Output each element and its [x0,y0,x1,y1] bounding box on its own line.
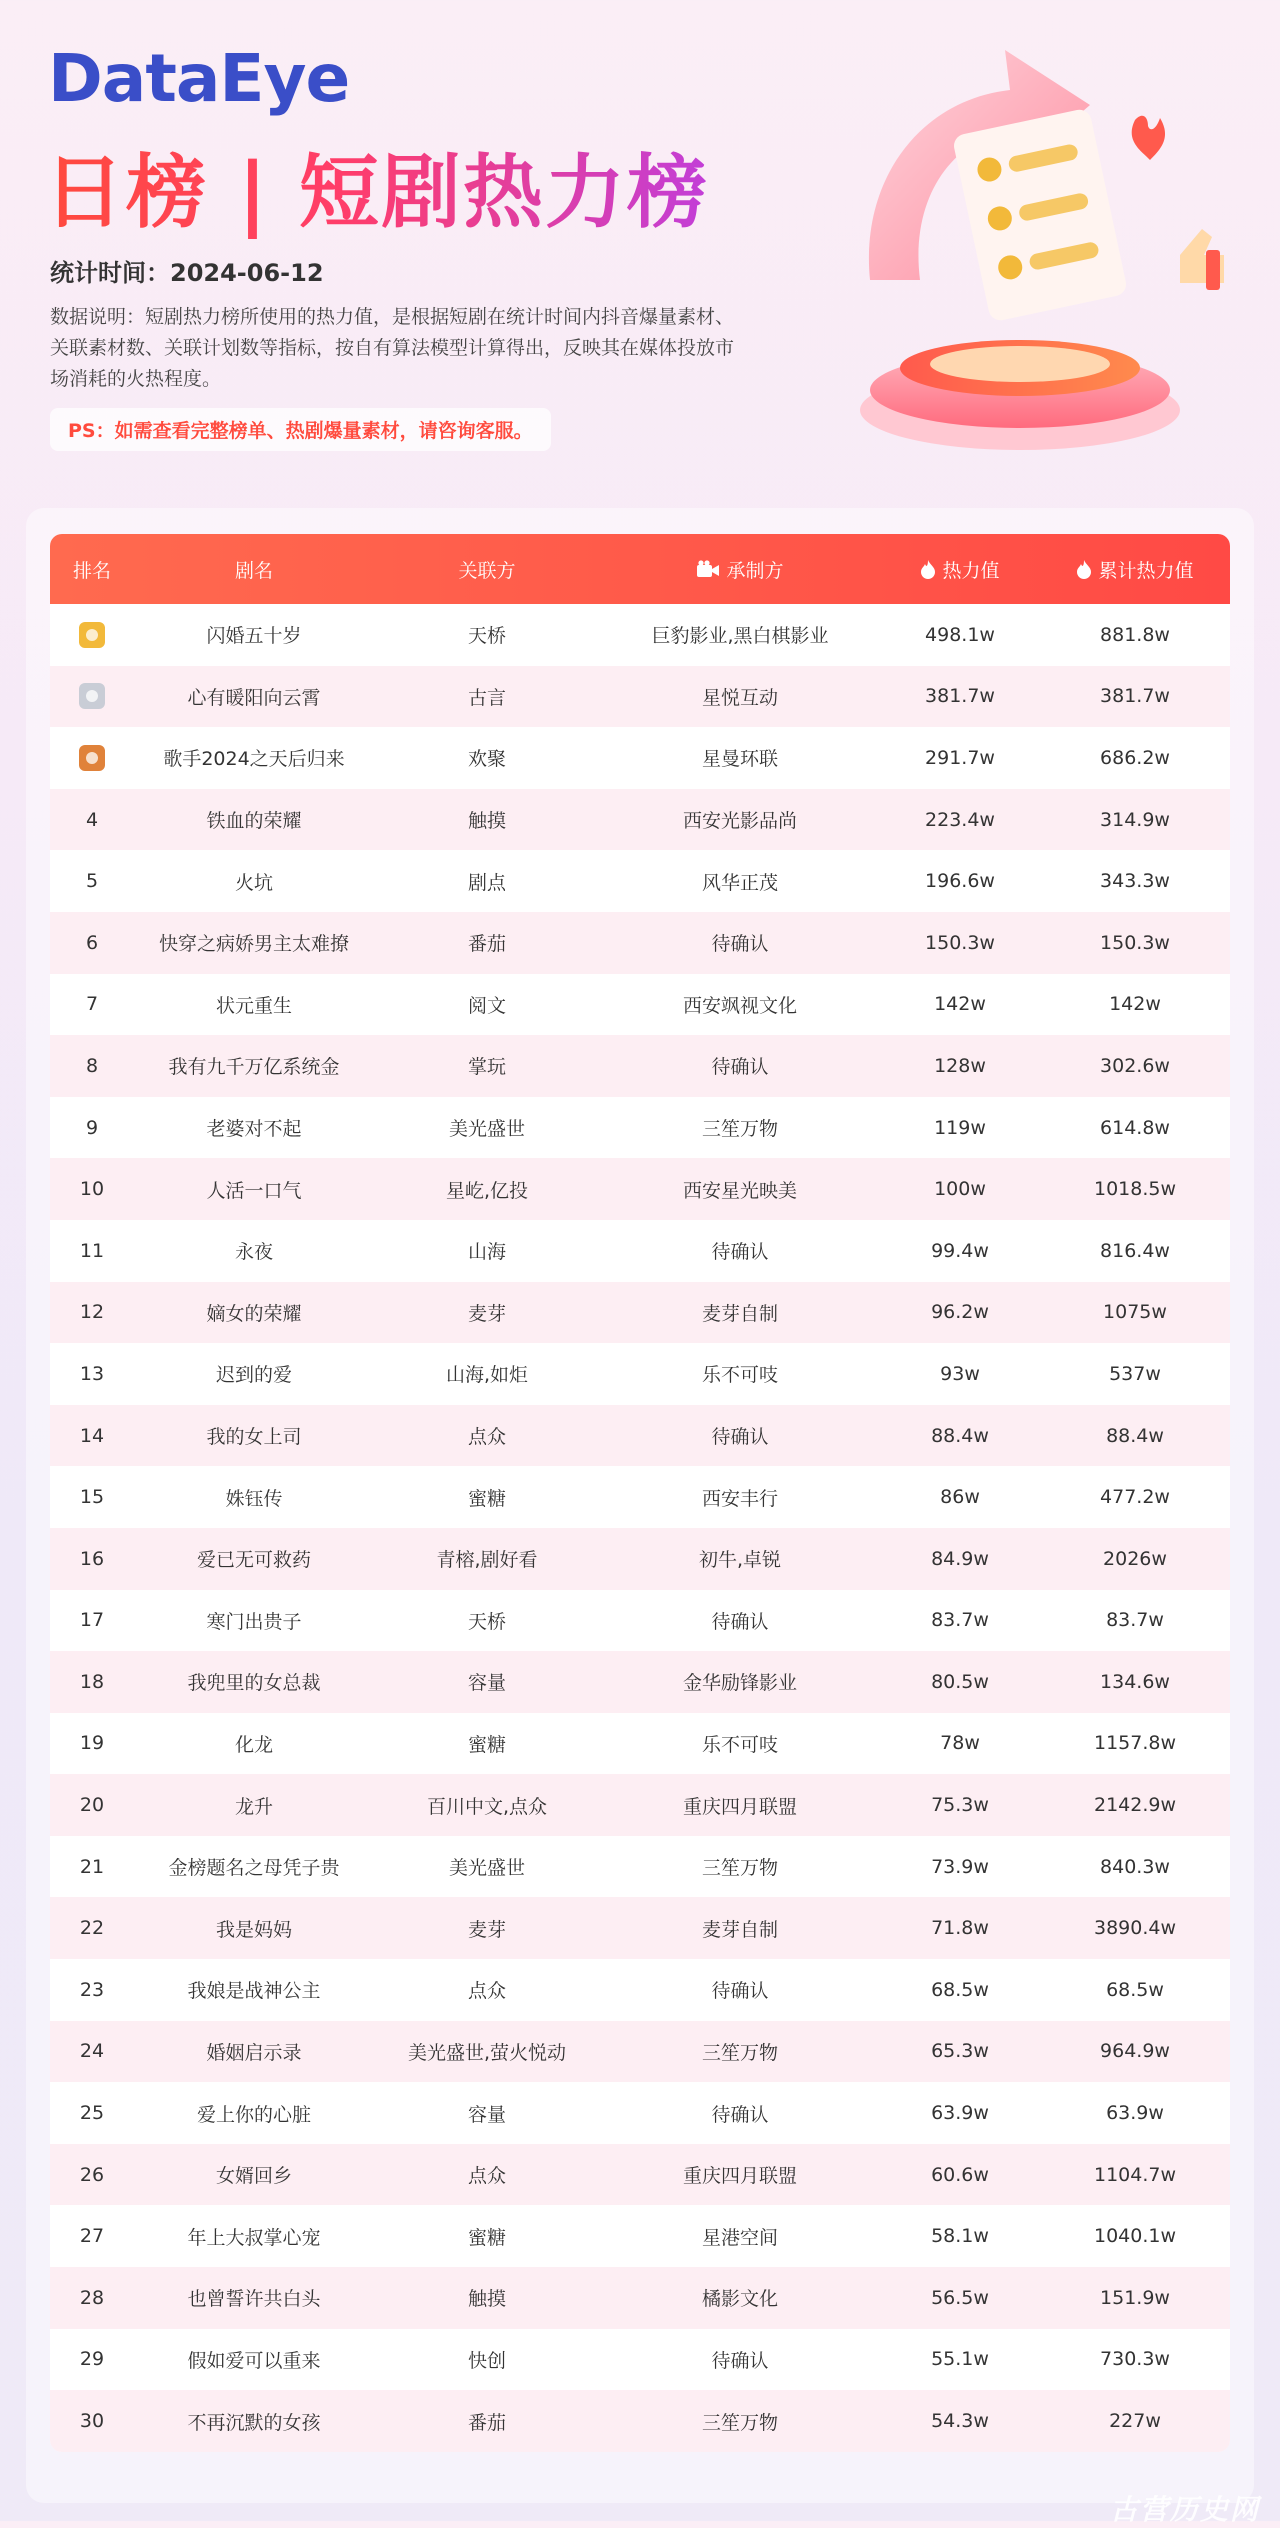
row-producer: 西安丰行 [701,1487,778,1510]
camera-icon [696,560,720,578]
row-rank: 23 [79,1978,105,2001]
row-name: 歌手2024之天后归来 [163,748,345,771]
row-publisher: 山海,如炬 [445,1364,529,1387]
row-total: 3890.4w [1093,1917,1177,1940]
row-producer: 待确认 [711,933,769,956]
row-total: 537w [1109,1362,1161,1385]
row-producer: 星港空间 [701,2226,778,2249]
row-rank-medal [50,622,134,648]
table-row [50,1651,1230,1713]
row-publisher: 触摸 [467,810,506,833]
row-producer: 风华正茂 [701,871,778,894]
stat-time: 统计时间：2024-06-12 [50,259,324,287]
row-name: 铁血的荣耀 [206,810,302,833]
header-producer [600,556,880,583]
row-producer: 重庆四月联盟 [682,1795,797,1818]
row-publisher: 掌玩 [467,1056,506,1079]
table-row [50,2082,1230,2144]
row-rank: 21 [79,1855,105,1878]
row-total: 150.3w [1100,931,1170,954]
row-total: 1157.8w [1093,1732,1177,1755]
row-total: 68.5w [1106,1978,1164,2001]
row-publisher: 蜜糖 [467,2226,506,2249]
row-publisher: 蜜糖 [467,1733,506,1756]
row-name: 龙升 [234,1795,273,1818]
row-total: 302.6w [1100,1054,1170,1077]
row-producer: 金华励锋影业 [682,1672,797,1695]
flame-icon [920,559,936,579]
row-rank: 4 [85,808,99,831]
row-producer: 乐不可吱 [701,1733,778,1756]
row-heat: 93w [940,1362,980,1385]
row-name: 迟到的爱 [215,1364,292,1387]
row-total: 816.4w [1100,1239,1170,1262]
row-total: 2142.9w [1093,1794,1177,1817]
row-total: 477.2w [1100,1486,1170,1509]
header-rank: 排名 [72,559,111,582]
row-publisher: 美光盛世 [448,1118,525,1141]
table-row [50,1158,1230,1220]
page-title: 日榜 | 短剧热力榜 [44,128,709,243]
row-heat: 83.7w [931,1609,989,1632]
row-publisher: 容量 [467,2103,506,2126]
row-rank: 27 [79,2225,105,2248]
table-row [50,2144,1230,2206]
row-total: 314.9w [1100,808,1170,831]
row-publisher: 古言 [467,686,506,709]
row-producer: 重庆四月联盟 [682,2165,797,2188]
row-name: 我娘是战神公主 [187,1980,321,2003]
row-heat: 291.7w [925,746,995,769]
row-name: 我有九千万亿系统金 [168,1056,340,1079]
row-name: 化龙 [234,1733,273,1756]
row-heat: 60.6w [931,2163,989,2186]
row-producer: 待确认 [711,1980,769,2003]
row-name: 婚姻启示录 [206,2041,302,2064]
row-total: 964.9w [1100,2040,1170,2063]
row-producer: 西安光影品尚 [682,810,797,833]
row-total: 2026w [1103,1547,1167,1570]
table-row [50,727,1230,789]
row-producer: 星曼环联 [701,748,778,771]
ranking-table [50,534,1230,2452]
row-publisher: 番茄 [467,2411,506,2434]
row-heat: 96.2w [931,1301,989,1324]
row-publisher: 美光盛世 [448,1857,525,1880]
row-name: 年上大叔掌心宠 [187,2226,321,2249]
row-heat: 71.8w [931,1917,989,1940]
row-total: 63.9w [1106,2102,1164,2125]
table-row [50,912,1230,974]
row-heat: 80.5w [931,1670,989,1693]
row-rank: 15 [79,1486,105,1509]
row-total: 1075w [1103,1301,1167,1324]
row-publisher: 天桥 [467,625,506,648]
row-heat: 128w [934,1054,986,1077]
table-body [50,604,1230,2452]
row-heat: 56.5w [931,2286,989,2309]
table-row [50,850,1230,912]
row-name: 我是妈妈 [215,1918,292,1941]
row-heat: 142w [934,993,986,1016]
row-total: 381.7w [1100,685,1170,708]
row-name: 也曾誓许共白头 [187,2288,321,2311]
header-name: 剧名 [234,559,273,582]
row-producer: 待确认 [711,2349,769,2372]
row-publisher: 快创 [467,2349,506,2372]
row-rank: 26 [79,2163,105,2186]
row-publisher: 美光盛世,萤火悦动 [407,2041,567,2064]
row-name: 爱上你的心脏 [196,2103,311,2126]
row-heat: 119w [934,1116,986,1139]
row-producer: 三笙万物 [701,1857,778,1880]
row-rank: 12 [79,1301,105,1324]
table-row [50,1220,1230,1282]
row-publisher: 青榕,剧好看 [436,1549,538,1572]
row-producer: 三笙万物 [701,1118,778,1141]
row-total: 142w [1109,993,1161,1016]
table-row [50,1774,1230,1836]
row-total: 1104.7w [1093,2163,1177,2186]
row-publisher: 点众 [467,1980,506,2003]
row-heat: 381.7w [925,685,995,708]
row-name: 金榜题名之母凭子贵 [168,1857,340,1880]
row-rank: 19 [79,1732,105,1755]
gold-medal-icon [79,622,105,648]
row-rank-medal [50,745,134,771]
table-row [50,2267,1230,2329]
row-name: 寒门出贵子 [206,1610,302,1633]
row-rank: 11 [79,1239,105,1262]
row-heat: 65.3w [931,2040,989,2063]
row-total: 151.9w [1100,2286,1170,2309]
row-name: 心有暖阳向云霄 [187,686,321,709]
row-producer: 三笙万物 [701,2411,778,2434]
header-publisher: 关联方 [458,559,516,582]
dataeye-logo: DataEye [48,40,350,117]
row-name: 闪婚五十岁 [206,625,302,648]
table-row [50,1405,1230,1467]
row-rank: 14 [79,1424,105,1447]
row-producer: 待确认 [711,1610,769,1633]
row-producer: 麦芽自制 [701,1302,778,1325]
row-rank: 29 [79,2348,105,2371]
row-producer: 待确认 [711,1426,769,1449]
row-rank: 7 [85,993,99,1016]
table-row [50,1897,1230,1959]
row-name: 爱已无可救药 [196,1549,311,1572]
row-heat: 100w [934,1178,986,1201]
row-publisher: 点众 [467,2165,506,2188]
row-publisher: 山海 [467,1241,506,1264]
row-name: 姝钰传 [225,1487,283,1510]
row-rank: 13 [79,1362,105,1385]
row-heat: 73.9w [931,1855,989,1878]
bronze-medal-icon [79,745,105,771]
data-description: 数据说明：短剧热力榜所使用的热力值，是根据短剧在统计时间内抖音爆量素材、关联素材数、关联计划数等指标，按自有算法模型计算得出，反映其在媒体投放市场消耗的火热程度。 [50,306,735,390]
table-row [50,1713,1230,1775]
row-heat: 99.4w [931,1239,989,1262]
header-producer-label: 承制方 [726,559,784,582]
row-rank: 16 [79,1547,105,1570]
row-producer: 待确认 [711,1241,769,1264]
row-total: 881.8w [1100,623,1170,646]
table-row [50,974,1230,1036]
table-header [50,534,1230,604]
header-total-label: 累计热力值 [1098,559,1194,582]
row-publisher: 星屹,亿投 [445,1179,529,1202]
row-producer: 待确认 [711,2103,769,2126]
table-row [50,666,1230,728]
row-publisher: 番茄 [467,933,506,956]
row-name: 状元重生 [215,994,292,1017]
row-heat: 196.6w [925,870,995,893]
row-total: 1040.1w [1093,2225,1177,2248]
watermark: 古营历史网 [1109,2493,1260,2526]
row-publisher: 欢聚 [467,748,506,771]
row-publisher: 麦芽 [467,1302,506,1325]
header-heat-label: 热力值 [942,559,1000,582]
row-producer: 巨豹影业,黑白棋影业 [651,625,829,648]
silver-medal-icon [79,683,105,709]
row-producer: 星悦互动 [701,686,778,709]
table-row [50,1590,1230,1652]
row-total: 88.4w [1106,1424,1164,1447]
row-heat: 78w [940,1732,980,1755]
row-name: 火坑 [234,871,273,894]
row-publisher: 容量 [467,1672,506,1695]
table-row [50,2390,1230,2452]
row-total: 730.3w [1100,2348,1170,2371]
row-name: 我的女上司 [206,1426,302,1449]
header-total [1040,556,1230,583]
row-name: 老婆对不起 [206,1118,302,1141]
row-total: 227w [1109,2410,1161,2433]
table-row [50,1343,1230,1405]
row-total: 343.3w [1100,870,1170,893]
row-name: 永夜 [234,1241,273,1264]
row-rank: 30 [79,2410,105,2433]
flame-icon [1076,559,1092,579]
row-producer: 待确认 [711,1056,769,1079]
row-heat: 54.3w [931,2410,989,2433]
ranking-illustration-icon [800,30,1240,470]
row-rank: 28 [79,2286,105,2309]
table-row [50,2021,1230,2083]
row-rank: 25 [79,2102,105,2125]
row-heat: 84.9w [931,1547,989,1570]
row-producer: 西安飒视文化 [682,994,797,1017]
row-name: 假如爱可以重来 [187,2349,321,2372]
row-name: 人活一口气 [206,1179,302,1202]
row-publisher: 天桥 [467,1610,506,1633]
row-rank: 20 [79,1794,105,1817]
row-rank-medal [50,683,134,709]
row-total: 1018.5w [1093,1178,1177,1201]
table-row [50,1836,1230,1898]
row-producer: 乐不可吱 [701,1364,778,1387]
row-publisher: 麦芽 [467,1918,506,1941]
table-row [50,1959,1230,2021]
row-heat: 55.1w [931,2348,989,2371]
row-heat: 58.1w [931,2225,989,2248]
row-rank: 5 [85,870,99,893]
table-row [50,789,1230,851]
table-row [50,2329,1230,2391]
row-rank: 22 [79,1917,105,1940]
row-name: 不再沉默的女孩 [187,2411,321,2434]
row-rank: 24 [79,2040,105,2063]
row-name: 快穿之病娇男主太难撩 [158,933,349,956]
row-total: 134.6w [1100,1670,1170,1693]
table-row [50,1466,1230,1528]
row-publisher: 触摸 [467,2288,506,2311]
table-row [50,2205,1230,2267]
row-heat: 86w [940,1486,980,1509]
row-rank: 18 [79,1670,105,1693]
row-publisher: 蜜糖 [467,1487,506,1510]
row-heat: 68.5w [931,1978,989,2001]
row-total: 840.3w [1100,1855,1170,1878]
row-publisher: 阅文 [467,994,506,1017]
row-total: 83.7w [1106,1609,1164,1632]
row-rank: 6 [85,931,99,954]
row-name: 女婿回乡 [215,2165,292,2188]
row-producer: 初牛,卓锐 [698,1549,782,1572]
row-heat: 150.3w [925,931,995,954]
row-heat: 223.4w [925,808,995,831]
row-heat: 63.9w [931,2102,989,2125]
row-rank: 8 [85,1054,99,1077]
row-name: 我兜里的女总裁 [187,1672,321,1695]
row-producer: 西安星光映美 [682,1179,797,1202]
table-row [50,1282,1230,1344]
row-publisher: 点众 [467,1426,506,1449]
row-publisher: 百川中文,点众 [426,1795,548,1818]
row-producer: 麦芽自制 [701,1918,778,1941]
row-heat: 498.1w [925,623,995,646]
row-rank: 10 [79,1178,105,1201]
table-row [50,604,1230,666]
row-publisher: 剧点 [467,871,506,894]
row-total: 686.2w [1100,746,1170,769]
table-row [50,1097,1230,1159]
row-heat: 88.4w [931,1424,989,1447]
table-row [50,1528,1230,1590]
row-rank: 17 [79,1609,105,1632]
row-heat: 75.3w [931,1794,989,1817]
ps-note: PS：如需查看完整榜单、热剧爆量素材，请咨询客服。 [50,408,551,451]
row-total: 614.8w [1100,1116,1170,1139]
row-name: 嫡女的荣耀 [206,1302,302,1325]
table-row [50,1035,1230,1097]
row-producer: 橘影文化 [701,2288,778,2311]
header [0,0,1280,500]
row-producer: 三笙万物 [701,2041,778,2064]
header-heat [880,556,1040,583]
row-rank: 9 [85,1116,99,1139]
